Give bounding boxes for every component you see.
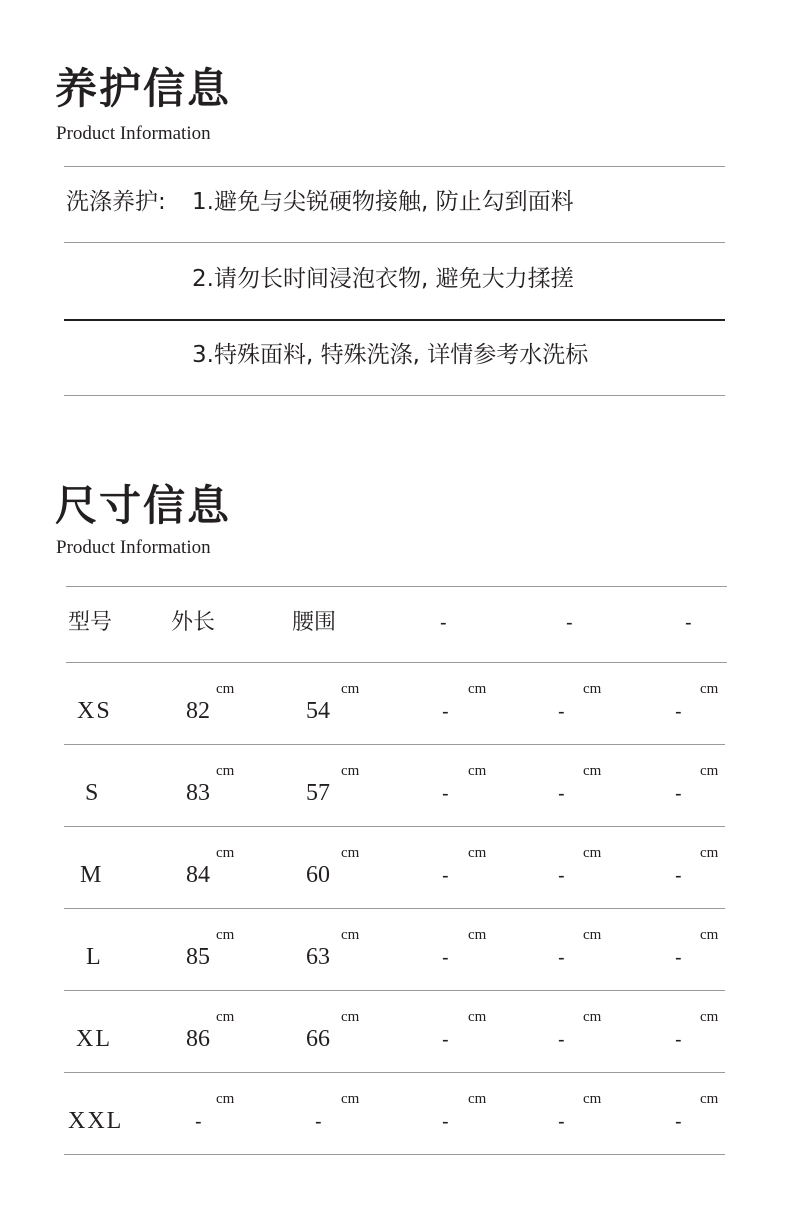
care-line-3: 3.特殊面料, 特殊洗涤, 详情参考水洗标 bbox=[192, 342, 589, 368]
unit-label: cm bbox=[216, 1009, 235, 1025]
unit-label: cm bbox=[468, 1009, 487, 1025]
unit-label: cm bbox=[341, 1009, 360, 1025]
c4-cell: - bbox=[442, 865, 449, 887]
table-divider bbox=[64, 990, 725, 991]
length-cell: 83 bbox=[186, 780, 210, 806]
unit-label: cm bbox=[468, 763, 487, 779]
unit-label: cm bbox=[700, 763, 719, 779]
unit-label: cm bbox=[583, 927, 602, 943]
length-cell: - bbox=[195, 1111, 202, 1133]
size-cell: XL bbox=[76, 1026, 112, 1052]
header-length: 外长 bbox=[171, 610, 216, 635]
size-cell: S bbox=[85, 780, 101, 806]
waist-cell: 60 bbox=[306, 862, 330, 888]
c6-cell: - bbox=[675, 701, 682, 723]
unit-label: cm bbox=[341, 845, 360, 861]
header-waist: 腰围 bbox=[292, 610, 337, 635]
unit-label: cm bbox=[700, 681, 719, 697]
unit-label: cm bbox=[583, 845, 602, 861]
c6-cell: - bbox=[675, 1029, 682, 1051]
unit-label: cm bbox=[700, 927, 719, 943]
unit-label: cm bbox=[468, 681, 487, 697]
c5-cell: - bbox=[558, 947, 565, 969]
c6-cell: - bbox=[675, 865, 682, 887]
unit-label: cm bbox=[583, 681, 602, 697]
care-divider-bold bbox=[64, 319, 725, 321]
waist-cell: - bbox=[315, 1111, 322, 1133]
c4-cell: - bbox=[442, 701, 449, 723]
unit-label: cm bbox=[468, 1091, 487, 1107]
size-cell: XS bbox=[77, 698, 112, 724]
care-line-2: 2.请勿长时间浸泡衣物, 避免大力揉搓 bbox=[192, 266, 574, 292]
care-subtitle: Product Information bbox=[56, 123, 211, 144]
length-cell: 82 bbox=[186, 698, 210, 724]
length-cell: 85 bbox=[186, 944, 210, 970]
c5-cell: - bbox=[558, 865, 565, 887]
waist-cell: 66 bbox=[306, 1026, 330, 1052]
c5-cell: - bbox=[558, 701, 565, 723]
size-subtitle: Product Information bbox=[56, 537, 211, 558]
size-cell: XXL bbox=[68, 1108, 124, 1134]
waist-cell: 54 bbox=[306, 698, 330, 724]
unit-label: cm bbox=[583, 1091, 602, 1107]
care-line-1: 1.避免与尖锐硬物接触, 防止勾到面料 bbox=[192, 189, 574, 215]
care-divider bbox=[64, 395, 725, 396]
unit-label: cm bbox=[700, 845, 719, 861]
header-col-6: - bbox=[685, 612, 692, 634]
header-col-5: - bbox=[566, 612, 573, 634]
waist-cell: 57 bbox=[306, 780, 330, 806]
waist-cell: 63 bbox=[306, 944, 330, 970]
c4-cell: - bbox=[442, 1029, 449, 1051]
table-top-border bbox=[66, 586, 727, 587]
care-divider bbox=[64, 242, 725, 243]
care-label: 洗涤养护: bbox=[66, 189, 166, 215]
unit-label: cm bbox=[468, 845, 487, 861]
c6-cell: - bbox=[675, 1111, 682, 1133]
c6-cell: - bbox=[675, 947, 682, 969]
care-divider bbox=[64, 166, 725, 167]
unit-label: cm bbox=[700, 1091, 719, 1107]
length-cell: 86 bbox=[186, 1026, 210, 1052]
header-col-4: - bbox=[440, 612, 447, 634]
c5-cell: - bbox=[558, 1111, 565, 1133]
table-divider bbox=[66, 662, 727, 663]
unit-label: cm bbox=[468, 927, 487, 943]
unit-label: cm bbox=[583, 1009, 602, 1025]
unit-label: cm bbox=[341, 681, 360, 697]
unit-label: cm bbox=[216, 1091, 235, 1107]
unit-label: cm bbox=[341, 763, 360, 779]
unit-label: cm bbox=[216, 927, 235, 943]
unit-label: cm bbox=[341, 1091, 360, 1107]
unit-label: cm bbox=[216, 763, 235, 779]
c5-cell: - bbox=[558, 1029, 565, 1051]
header-size: 型号 bbox=[68, 610, 113, 635]
unit-label: cm bbox=[583, 763, 602, 779]
table-divider bbox=[64, 1154, 725, 1155]
unit-label: cm bbox=[216, 681, 235, 697]
unit-label: cm bbox=[341, 927, 360, 943]
unit-label: cm bbox=[216, 845, 235, 861]
size-cell: M bbox=[80, 862, 104, 888]
unit-label: cm bbox=[700, 1009, 719, 1025]
table-divider bbox=[64, 908, 725, 909]
table-divider bbox=[64, 744, 725, 745]
size-title: 尺寸信息 bbox=[55, 481, 232, 530]
c6-cell: - bbox=[675, 783, 682, 805]
c4-cell: - bbox=[442, 947, 449, 969]
c4-cell: - bbox=[442, 783, 449, 805]
table-divider bbox=[64, 826, 725, 827]
c4-cell: - bbox=[442, 1111, 449, 1133]
table-divider bbox=[64, 1072, 725, 1073]
c5-cell: - bbox=[558, 783, 565, 805]
length-cell: 84 bbox=[186, 862, 210, 888]
care-title: 养护信息 bbox=[55, 64, 232, 113]
size-cell: L bbox=[86, 944, 103, 970]
